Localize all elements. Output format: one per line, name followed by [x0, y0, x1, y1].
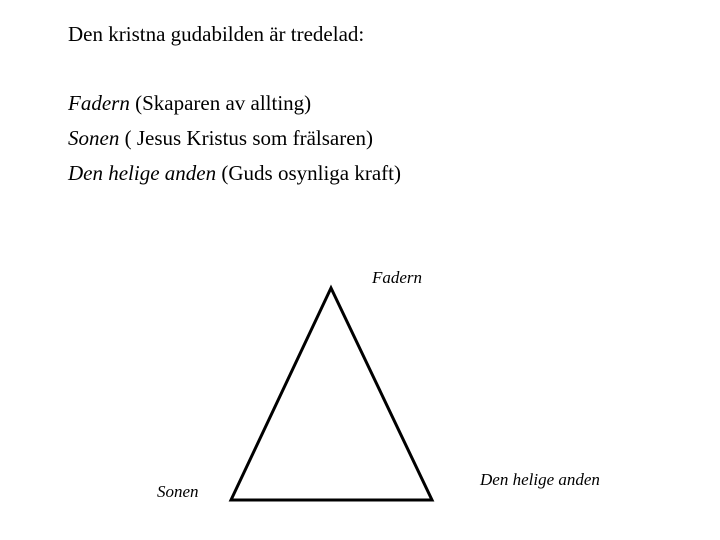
term-fadern: Fadern: [68, 91, 130, 115]
vertex-label-fadern: Fadern: [372, 268, 423, 287]
desc-helige-anden: (Guds osynliga kraft): [216, 161, 402, 185]
desc-fadern: (Skaparen av allting): [129, 91, 312, 115]
vertex-label-sonen: Sonen: [157, 482, 199, 501]
term-helige-anden: Den helige anden: [68, 161, 217, 185]
term-sonen: Sonen: [68, 126, 120, 150]
trinity-triangle: [231, 288, 432, 500]
vertex-label-helige-anden: Den helige anden: [480, 470, 600, 489]
page-heading: Den kristna gudabilden är tredelad:: [68, 22, 365, 46]
desc-sonen: ( Jesus Kristus som frälsaren): [119, 126, 374, 150]
